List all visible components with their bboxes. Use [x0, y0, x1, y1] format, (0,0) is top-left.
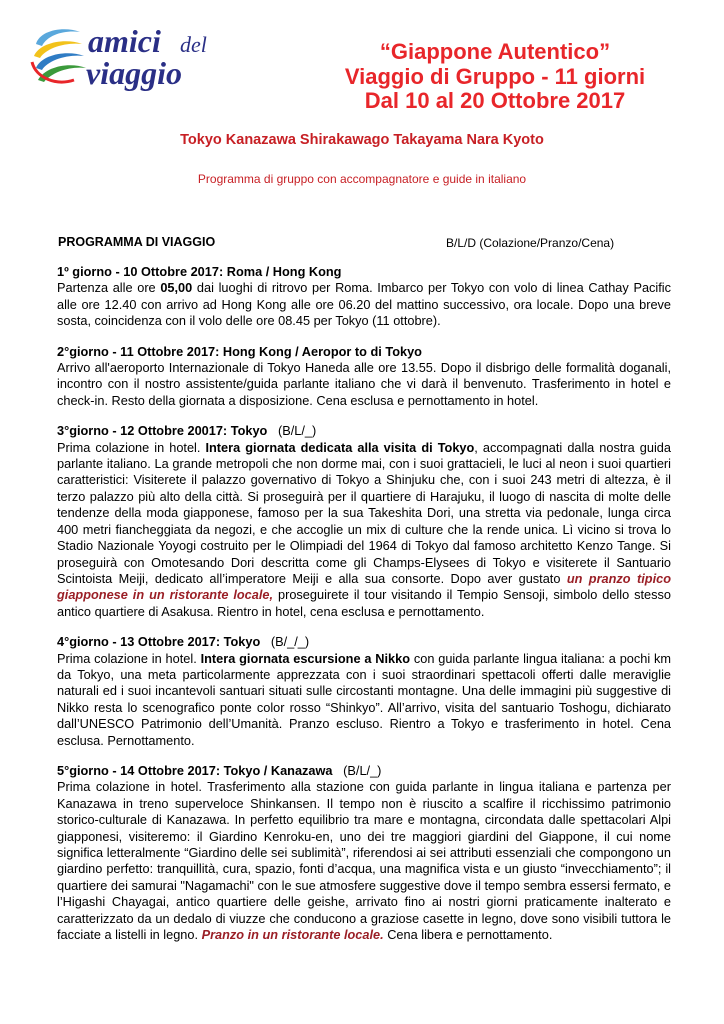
trip-dates: Dal 10 al 20 Ottobre 2017: [364, 88, 626, 113]
day-5-highlight: Pranzo in un ristorante locale.: [201, 927, 384, 943]
day-4-description: [57, 651, 671, 749]
day-3-text-1: Prima colazione in hotel.: [57, 439, 206, 455]
day-4-text-2: con guida parlante lingua italiana: a pochi km da Tokyo, una meta particolarmente apprezzata con i suoi straordinari spettacoli offerti dalle meraviglie naturali ed i suoi incantevoli santuari situati sulle circostanti montagne. Una delle immagini più suggestive di Nikko resta lo scenografico ponte color rosso “Shinkyo”. All’arrivo, visita del santuario Toshogu, dichiarato dall’UNESCO Patrimonio dell’Umanità. Pranzo escluso. Rientro a Tokyo e trasferimento in hotel. Cena esclusa. Pernottamento.: [57, 650, 671, 748]
day-4-title: 4°giorno - 13 Ottobre 2017: Tokyo: [57, 634, 261, 650]
day-4-meals: (B/_/_): [270, 634, 310, 650]
day-1-title: 1º giorno - 10 Ottobre 2017: Roma / Hong Kong: [57, 264, 342, 279]
day-4-bold-1: Intera giornata escursione a Nikko: [200, 650, 411, 666]
itinerary-cities: Tokyo Kanazawa Shirakawago Takayama Nara Kyoto: [180, 132, 544, 148]
day-5-title: 5°giorno - 14 Ottobre 2017: Tokyo / Kanazawa: [57, 762, 333, 778]
day-2-description: [57, 360, 671, 409]
day-1-bold-1: 05,00: [160, 280, 193, 296]
day-1-description: [57, 280, 671, 329]
trip-title-block: [300, 40, 690, 114]
day-3-title: 3°giorno - 12 Ottobre 20017: Tokyo: [57, 423, 268, 439]
day-5-description: [57, 779, 671, 943]
logo-word-viaggio: viaggio: [86, 55, 182, 91]
day-3-meals: (B/L/_): [277, 423, 317, 439]
day-5-meals: (B/L/_): [343, 762, 382, 778]
logo-word-del: del: [180, 32, 207, 57]
day-1-text-2: dai luoghi di ritrovo per Roma. Imbarco per Tokyo con volo di linea Cathay Pacific alle ore 12.40 con arrivo ad Hong Kong alle ore 06.20 del mattino successivo, ora locale. Dopo una breve sosta, coincidenza con il volo delle ore 08.45 per Tokyo (11 ottobre).: [57, 280, 672, 329]
day-3-text-3: proseguirete il tour visitando il Tempio Sensoji, simbolo dello stesso antico quartiere di Asakusa. Rientro in hotel, cena esclusa e pernottamento.: [57, 587, 671, 619]
amici-del-viaggio-logo: [30, 22, 255, 92]
day-1: [57, 264, 671, 330]
day-4: [57, 634, 671, 749]
day-5-heading: [57, 763, 671, 779]
trip-title: “Giappone Autentico”: [379, 39, 611, 64]
logo-graphic: [30, 22, 255, 92]
itinerary-content: [57, 264, 671, 957]
day-3-description: [57, 440, 671, 620]
day-2-text-1: Arrivo all'aeroporto Internazionale di Tokyo Haneda alle ore 13.55. Dopo il disbrigo delle formalità doganali, incontro con il nostro assistente/guida parlante italiano che vi darà il benvenuto. Trasferimento in hotel e check-in. Resto della giornata a disposizione. Cena esclusa e pernottamento in hotel.: [57, 360, 671, 408]
trip-type: Viaggio di Gruppo - 11 giorni: [344, 63, 646, 89]
day-2: [57, 344, 671, 410]
day-1-heading: [57, 264, 671, 280]
meals-legend: B/L/D (Colazione/Pranzo/Cena): [446, 236, 615, 250]
program-subtitle: Programma di gruppo con accompagnatore e guide in italiano: [197, 172, 527, 186]
day-2-heading: [57, 344, 671, 360]
day-3-bold-1: Intera giornata dedicata alla visita di Tokyo: [205, 439, 475, 455]
day-3-highlight: un pranzo tipico giapponese in un ristorante locale,: [57, 570, 671, 603]
day-1-text-1: Partenza alle ore: [57, 280, 161, 296]
program-heading: PROGRAMMA DI VIAGGIO: [58, 235, 216, 249]
day-2-title: 2°giorno - 11 Ottobre 2017: Hong Kong / Aeropor to di Tokyo: [57, 343, 422, 359]
day-3-text-2: , accompagnati dalla nostra guida parlante italiano. La grande metropoli che non dorme mai, con i suoi grattacieli, le luci al neon i suoi quartieri caratteristici: Visiterete il palazzo governativo di Tokyo a Shinjuku che, con i suoi 243 metri di altezza, è il terzo palazzo più alto della città. Si proseguirà per il quartiere di Harajuku, il luogo di nascita di molte delle tendenze della moda giapponese, famoso per la sua Takeshita Dori, una stretta via pedonale, lunga circa 400 metri fiancheggiata da negozi, e che accoglie un mix di culture che la rende unica. Lì vicino si trova lo Stadio Nazionale Yoyogi costruito per le Olimpiadi del 1964 di Tokyo dal famoso architetto Kenzo Tange. Si proseguirà con Omotesando Dori descritta come gli Champs-Elysees di Tokyo e visiterete il Santuario Scintoista Meiji, dedicato all’imperatore Meiji e alla sua consorte. Dopo aver gustato: [57, 439, 671, 586]
day-5-text-2: Cena libera e pernottamento.: [383, 927, 553, 943]
day-3-heading: [57, 423, 671, 439]
day-4-heading: [57, 634, 671, 650]
day-3: [57, 423, 671, 620]
logo-word-amici: amici: [88, 23, 161, 59]
day-4-text-1: Prima colazione in hotel.: [57, 650, 201, 666]
day-5-text-1: Prima colazione in hotel. Trasferimento alla stazione con guida parlante in lingua italiana e partenza per Kanazawa in treno superveloce Shinkansen. Il tempo non è riuscito a scalfire il ricchissimo patrimonio storico-culturale di Kanazawa. In perfetto equilibrio tra mare e montagna, circondata dalle spettacolari Alpi giapponesi, visiteremo: il Giardino Kenroku-en, uno dei tre maggiori giardini del Giappone, il cui nome significa letteralmente “Giardino delle sei sublimità”, riferendosi ai sei attributi essenziali che compongono un giardino perfetto: tranquillità, cura, spazio, fonti d’acqua, una magnifica vista e un giusto “invecchiamento”; il quartiere dei samurai "Nagamachi" con le sue atmosfere suggestive dove il tempo sembra essersi fermato, e l’Higashi Chayagai, antico quartiere delle geishe, arrivato fino ai nostri giorni praticamente inalterato e caratterizzato da un dedalo di viuzze che conducono a graziose casette in legno, dove sono visibili tuttora le facciate a listelli in legno.: [57, 779, 671, 943]
day-5: [57, 763, 671, 943]
